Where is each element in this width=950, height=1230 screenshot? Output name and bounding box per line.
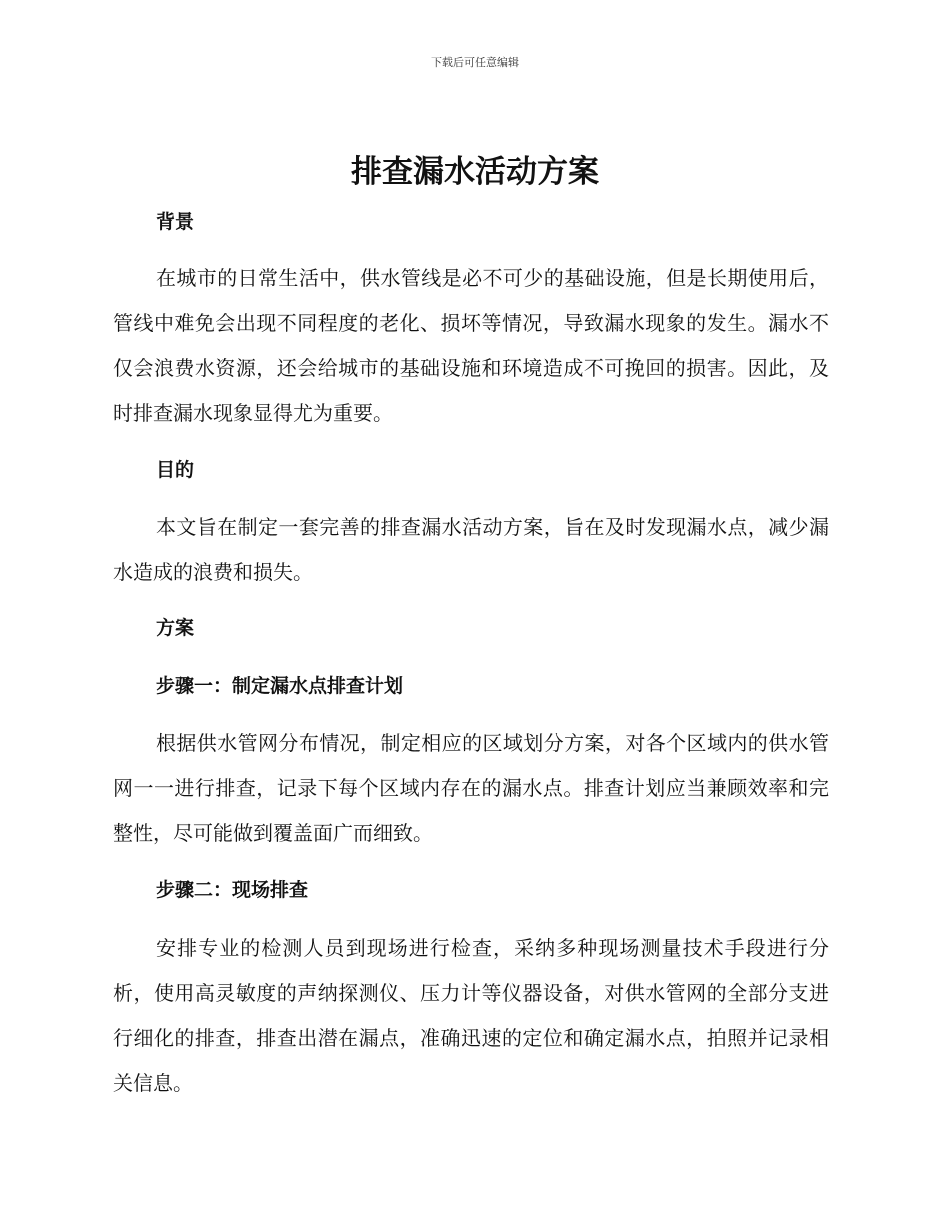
step1-heading: 步骤一：制定漏水点排查计划 [156,675,404,697]
page-header-note: 下载后可任意编辑 [431,56,519,69]
step2-paragraph: 安排专业的检测人员到现场进行检查，采纳多种现场测量技术手段进行分析，使用高灵敏度的声纳探测仪、压力计等仪器设备，对供水管网的全部分支进行细化的排查，排查出潜在漏点，准确迅速的定位和确定漏水点，拍照并记录相关信息。 [113,936,829,1095]
purpose-heading: 目的 [156,459,195,481]
step2-heading: 步骤二：现场排查 [156,879,309,901]
document-title: 排查漏水活动方案 [351,154,599,190]
background-heading: 背景 [156,211,195,233]
background-paragraph: 在城市的日常生活中，供水管线是必不可少的基础设施，但是长期使用后，管线中难免会出现不同程度的老化、损坏等情况，导致漏水现象的发生。漏水不仅会浪费水资源，还会给城市的基础设施和环境造成不可挽回的损害。因此，及时排查漏水现象显得尤为重要。 [113,266,829,425]
document-body [113,200,829,1106]
purpose-paragraph: 本文旨在制定一套完善的排查漏水活动方案，旨在及时发现漏水点，减少漏水造成的浪费和损失。 [113,515,829,584]
plan-heading: 方案 [156,617,195,639]
step1-paragraph: 根据供水管网分布情况，制定相应的区域划分方案，对各个区域内的供水管网一一进行排查，记录下每个区域内存在的漏水点。排查计划应当兼顾效率和完整性，尽可能做到覆盖面广而细致。 [113,731,829,845]
